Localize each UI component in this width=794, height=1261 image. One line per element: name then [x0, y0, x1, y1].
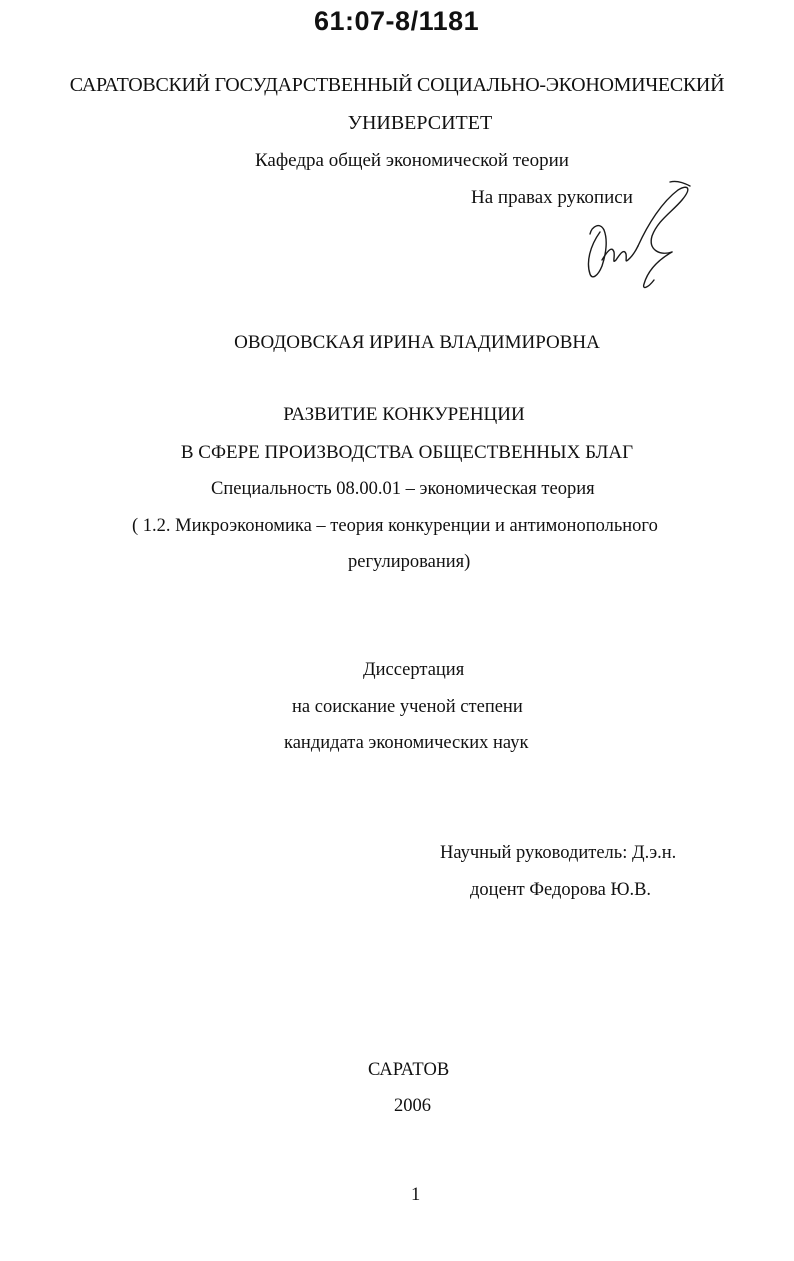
- manuscript-note: На правах рукописи: [471, 187, 633, 208]
- archive-code: 61:07-8/1181: [314, 6, 480, 36]
- advisor-line2: доцент Федорова Ю.В.: [470, 880, 652, 900]
- advisor-line1: Научный руководитель: Д.э.н.: [440, 843, 677, 863]
- signature-image: [578, 180, 708, 295]
- department-name: Кафедра общей экономической теории: [255, 150, 569, 171]
- university-name-line1: САРАТОВСКИЙ ГОСУДАРСТВЕННЫЙ СОЦИАЛЬНО-ЭКОНОМИЧЕСКИЙ: [69, 74, 725, 96]
- specialty-line2: ( 1.2. Микроэкономика – теория конкуренции и антимонопольного: [132, 516, 658, 536]
- thesis-title-line2: В СФЕРЕ ПРОИЗВОДСТВА ОБЩЕСТВЕННЫХ БЛАГ: [180, 442, 634, 463]
- page-number: 1: [411, 1185, 421, 1205]
- dissertation-line2: на соискание ученой степени: [292, 697, 523, 717]
- university-name-line2: УНИВЕРСИТЕТ: [347, 112, 493, 134]
- specialty-line1: Специальность 08.00.01 – экономическая теория: [211, 479, 595, 499]
- city: САРАТОВ: [368, 1060, 450, 1080]
- author-name: ОВОДОВСКАЯ ИРИНА ВЛАДИМИРОВНА: [234, 332, 600, 353]
- thesis-title-line1: РАЗВИТИЕ КОНКУРЕНЦИИ: [283, 404, 525, 425]
- dissertation-line3: кандидата экономических наук: [284, 733, 529, 753]
- year: 2006: [394, 1096, 431, 1116]
- specialty-line3: регулирования): [348, 552, 471, 572]
- dissertation-line1: Диссертация: [363, 660, 465, 680]
